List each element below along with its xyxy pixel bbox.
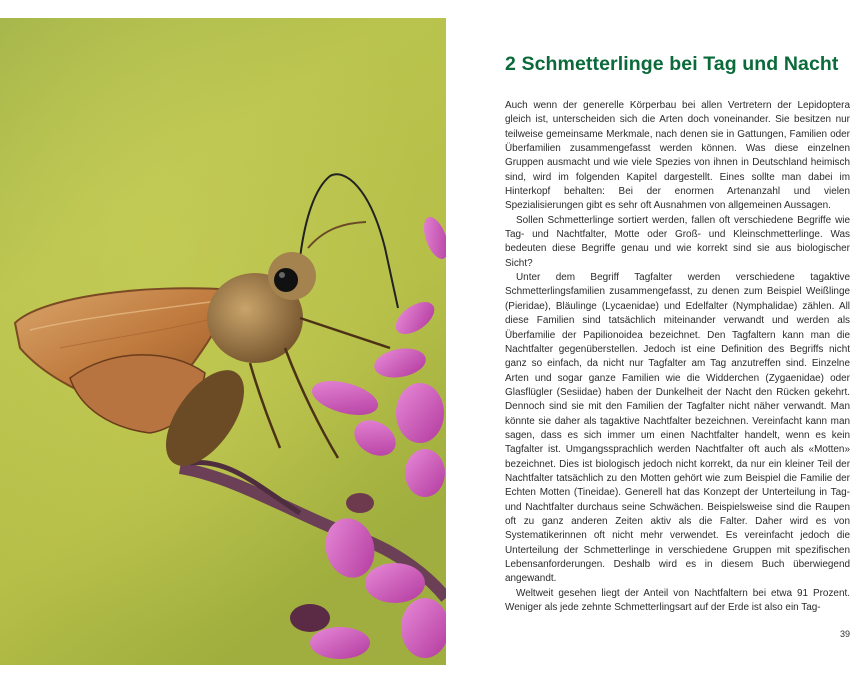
- body-text: [505, 99, 850, 615]
- page-number: 39: [839, 629, 850, 639]
- paragraph: Unter dem Begriff Tagfalter werden verschiedene tagaktive Schmetterlingsfamilien zusammengefasst, zu denen zum Beispiel Weißlinge (Pieridae), Bläulinge (Lycaenidae) und Edelfalter (Nymphalidae) zählen. All diese Familien sind tatsächlich miteinander verwandt und werden als Überfamilie der Papilionoidea bezeichnet. Den Tagfaltern kann man die Nachtfalter gegenüberstellen. Jedoch ist eine Definition des Begriffs nicht ganz so einfach, da nicht nur Tagfalter am Tag anzutreffen sind. Einzelne Arten und sogar ganze Familien wie die Widderchen (Zygaenidae) oder Glasflügler (Sesiidae) haben der Dunkelheit der Nacht den Rücken gekehrt. Dennoch sind sie mit den Familien der Tagfalter nicht näher verwandt. Man könnte sie daher als tagaktive Nachtfalter bezeichnen. Vereinfacht kann man sagen, dass es sich immer um einen Nachtfalter handelt, wenn es kein Tagfalter ist. Umgangssprachlich werden Nachtfalter oft auch als «Motten» bezeichnet. Dies ist biologisch jedoch nicht korrekt, da nur ein kleiner Teil der Nachtfalter tatsächlich zu den Motten gehört wie zum Beispiel die Familie der Echten Motten (Tineidae). Generell hat das Konzept der Unterteilung in Tag- und Nachtfalter durchaus seine Schwächen. Beispielsweise sind die Raupen oft zu ganz anderen Zeiten aktiv als die Falter. Daher wird es von Systematikerinnen oft nicht mehr verwendet. Es vereinfacht jedoch die Unterteilung der Schmetterlinge in verschiedene Gruppen mit spezifischen Lebensanforderungen. Deshalb wird es in diesem Buch überwiegend angewandt.: [505, 272, 850, 585]
- paragraph: Auch wenn der generelle Körperbau bei allen Vertretern der Lepidoptera gleich ist, unterscheiden sich die Arten doch voneinander. Sie besitzen nur teilweise gemeinsame Merkmale, nach denen sie in Gattungen, Familien oder Überfamilien zusammengefasst werden können. Was diese einzelnen Gruppen ausmacht und wie viele Spezies von ihnen in Deutschland heimisch sind, wird im folgenden Kapitel dargestellt. Eines sollte man dabei im Hinterkopf behalten: Bei der enormen Artenanzahl und vielen Spezialisierungen gibt es sehr oft Ausnahmen von allgemeinen Aussagen.: [505, 100, 850, 212]
- paragraph: Weltweit gesehen liegt der Anteil von Nachtfaltern bei etwa 91 Prozent. Weniger als jede zehnte Schmetterlingsart auf der Erde ist also ein Tag-: [505, 587, 850, 614]
- butterfly-eye: [274, 268, 298, 292]
- paragraph: Sollen Schmetterlinge sortiert werden, fallen oft verschiedene Begriffe wie Tag- und Nachtfalter, Motte oder Groß- und Kleinschmetterlinge. Was bedeuten diese Begriffe genau und wie korrekt sind sie aus biologischer Sicht?: [505, 214, 850, 269]
- text-page: [505, 0, 850, 685]
- chapter-title: 2 Schmetterlinge bei Tag und Nacht: [505, 53, 839, 75]
- butterfly-photo: [0, 18, 446, 665]
